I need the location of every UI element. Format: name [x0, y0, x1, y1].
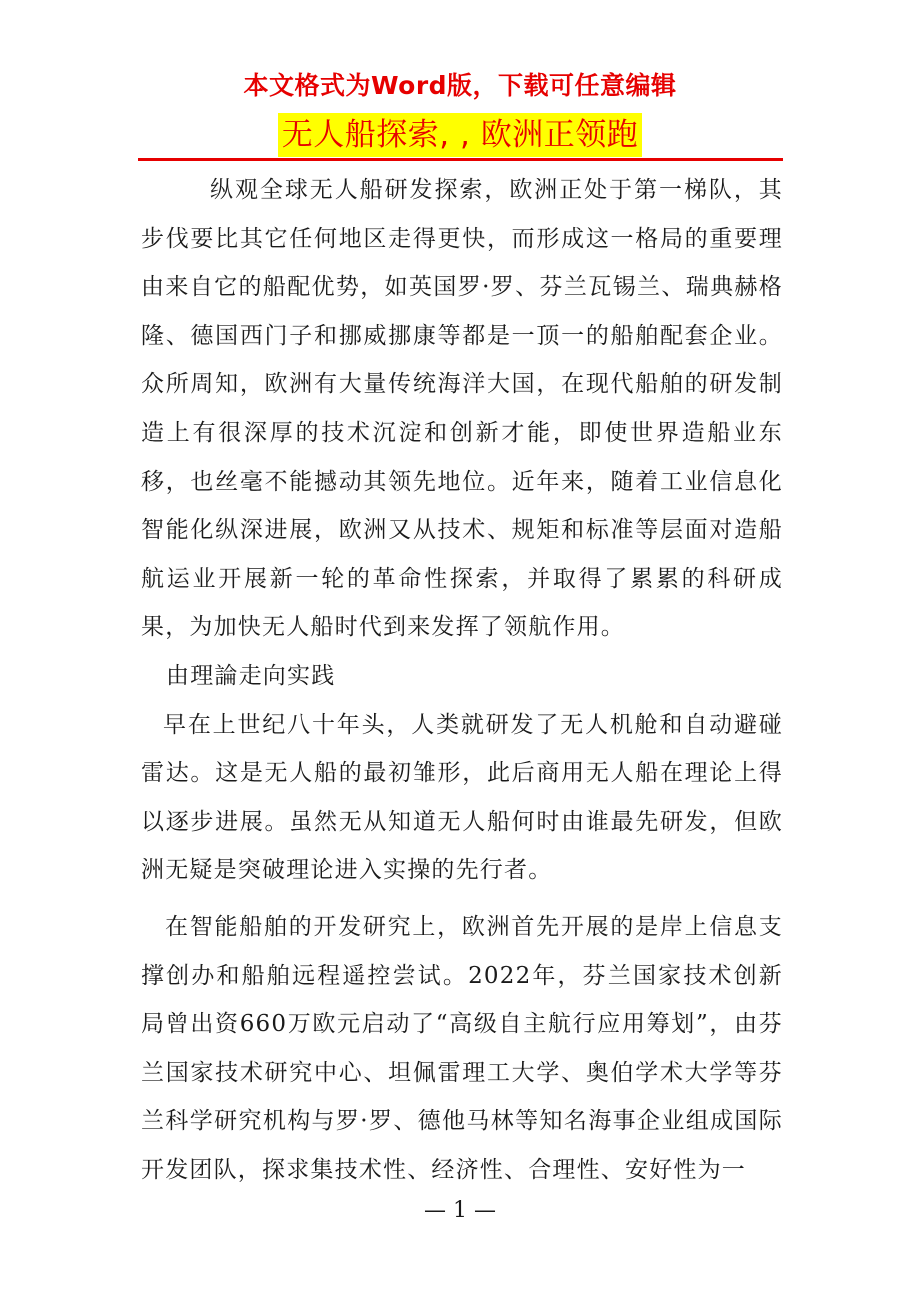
edit-notice-banner: 本文格式为Word版，下载可任意编辑 — [243, 71, 677, 100]
paragraph-intro: 纵观全球无人船研发探索，欧洲正处于第一梯队，其步伐要比其它任何地区走得更快，而形成这一格局的重要理由来自它的船配优势，如英国罗·罗、芬兰瓦锡兰、瑞典赫格隆、德国西门子和挪威挪康等都是一顶一的船舶配套企业。众所周知，欧洲有大量传统海洋大国，在现代船舶的研发制造上有很深厚的技术沉淀和创新才能，即使世界造船业东移，也丝毫不能撼动其领先地位。近年来，随着工业信息化智能化纵深进展，欧洲又从技术、规矩和标准等层面对造船航运业开展新一轮的革命性探索，并取得了累累的科研成果，为加快无人船时代到来发挥了领航作用。 — [141, 177, 783, 641]
title-container — [0, 113, 920, 157]
paragraph-research: 在智能船舶的开发研究上，欧洲首先开展的是岸上信息支撑创办和船舶远程遥控尝试。2022年，芬兰国家技术创新局曾出资660万欧元启动了“高级自主航行应用筹划”，由芬兰国家技术研究中心、坦佩雷理工大学、奥伯学术大学等芬兰科学研究机构与罗·罗、德他马林等知名海事企业组成国际开发团队，探求集技术性、经济性、合理性、安好性为一 — [141, 913, 783, 1183]
paragraph-history: 早在上世纪八十年头，人类就研发了无人机舱和自动避碰雷达。这是无人船的最初雏形，此后商用无人船在理论上得以逐步进展。虽然无从知道无人船何时由谁最先研发，但欧洲无疑是突破理论进入实操的先行者。 — [141, 711, 783, 884]
page-number: — 1 — — [424, 1198, 496, 1223]
page-title: 无人船探索, , 欧洲正领跑 — [278, 113, 642, 157]
title-divider — [138, 158, 783, 161]
article-body — [141, 166, 783, 1194]
section-heading: 由理論走向实践 — [166, 662, 336, 689]
